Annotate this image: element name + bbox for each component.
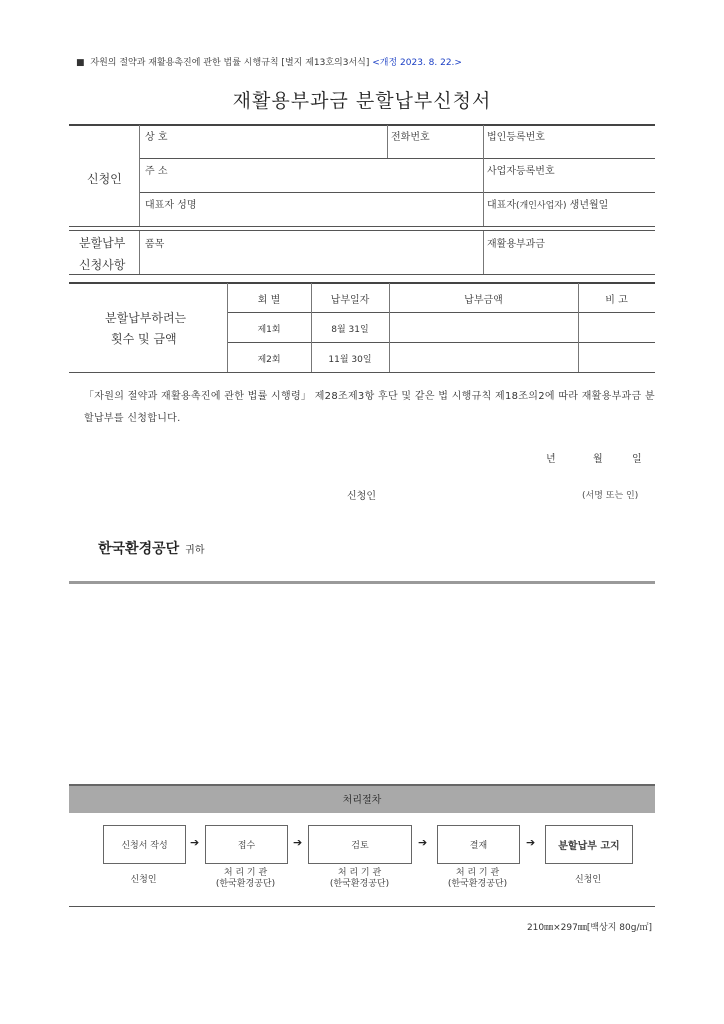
col-divider [139, 125, 140, 226]
row2-date: 11월 30일 [328, 355, 372, 365]
actor-line1: 처 리 기 관 [223, 868, 268, 878]
table-top-border [69, 282, 655, 284]
rep-name-field[interactable]: 대표자 성명 [145, 200, 197, 211]
row2-note-field[interactable] [580, 344, 653, 370]
arrow-right-icon: ➔ [526, 836, 536, 849]
row1-round: 제1회 [257, 325, 281, 335]
address-field[interactable]: 주 소 [145, 166, 168, 177]
col-divider [483, 125, 484, 226]
addressee-name: 한국환경공단 [98, 541, 180, 557]
step-box-apply: 신청서 작성 [103, 825, 186, 864]
col-divider [139, 231, 140, 274]
row-divider [69, 274, 655, 275]
step-box-review: 검토 [308, 825, 412, 864]
procedure-bottom-border [69, 906, 655, 907]
step-box-approve: 결재 [437, 825, 520, 864]
step-actor-apply: 신청인 [130, 875, 157, 885]
installment-label-line1: 분할납부하려는 [105, 311, 187, 325]
row1-note-field[interactable] [580, 314, 653, 340]
row-divider [69, 230, 655, 231]
header-date: 납부일자 [330, 295, 370, 306]
rep-birth-small: (개인사업자) [515, 201, 567, 211]
row-divider [227, 312, 655, 313]
row-divider [69, 226, 655, 227]
step-box-receipt: 접수 [205, 825, 288, 864]
square-bullet-icon: ■ [76, 58, 85, 68]
row1-date: 8월 31일 [331, 325, 369, 335]
paper-spec: 210㎜×297㎜[백상지 80g/㎡] [526, 923, 652, 933]
row-divider [139, 192, 655, 193]
date-year[interactable]: 년 [546, 454, 556, 465]
col-divider [483, 231, 484, 274]
date-month[interactable]: 월 [593, 454, 603, 465]
header-note: 비 고 [605, 295, 628, 306]
corp-reg-field[interactable]: 법인등록번호 [487, 132, 545, 143]
item-field[interactable]: 품목 [145, 239, 165, 250]
row-divider [227, 342, 655, 343]
actor-line1: 처 리 기 관 [455, 868, 500, 878]
statement-text: 「자원의 절약과 재활용촉진에 관한 법률 시행령」 제28조제3항 후단 및 같은 법 시행규칙 제18조의2에 따라 재활용부과금 분할납부를 신청합니다. [84, 391, 655, 424]
arrow-right-icon: ➔ [418, 836, 428, 849]
row-divider [69, 372, 655, 373]
biz-reg-field[interactable]: 사업자등록번호 [487, 166, 555, 177]
arrow-right-icon: ➔ [293, 836, 303, 849]
step-actor-notice: 신청인 [574, 875, 602, 885]
rep-birth-prefix: 대표자 [487, 200, 516, 211]
col-divider [387, 125, 388, 158]
arrow-right-icon: ➔ [190, 836, 200, 849]
phone-field[interactable]: 전화번호 [391, 132, 430, 143]
trade-name-field[interactable]: 상 호 [145, 132, 168, 143]
request-label-line1: 분할납부 [79, 236, 126, 250]
row2-amount-field[interactable] [391, 344, 576, 370]
request-label-line2: 신청사항 [79, 258, 126, 272]
section-divider [69, 581, 655, 584]
row2-round: 제2회 [257, 355, 281, 365]
table-top-border [69, 124, 655, 126]
actor-line2: (한국환경공단) [329, 879, 390, 889]
page-title: 재활용부과금 분할납부신청서 [232, 90, 492, 112]
rep-birth-suffix: 생년월일 [566, 200, 609, 211]
step-actor-approve [422, 868, 533, 890]
rep-birth-field[interactable] [487, 196, 608, 211]
installment-label-line2: 횟수 및 금액 [111, 332, 177, 346]
actor-line2: (한국환경공단) [215, 879, 276, 889]
row-divider [139, 158, 655, 159]
form-reference [76, 55, 462, 68]
actor-line2: (한국환경공단) [447, 879, 508, 889]
procedure-title: 처리절차 [342, 795, 382, 806]
step-actor-review [304, 868, 415, 890]
date-day[interactable]: 일 [632, 454, 642, 465]
actor-line1: 처 리 기 관 [337, 868, 382, 878]
applicant-section-label: 신청인 [87, 172, 122, 186]
header-round: 회 별 [257, 295, 281, 306]
row1-amount-field[interactable] [391, 314, 576, 340]
header-amount: 납부금액 [464, 295, 503, 306]
step-box-notice: 분할납부 고지 [545, 825, 633, 864]
charge-field[interactable]: 재활용부과금 [487, 239, 545, 250]
step-actor-receipt [190, 868, 301, 890]
signature-field[interactable]: (서명 또는 인) [582, 491, 639, 501]
form-reference-text: 자원의 절약과 재활용촉진에 관한 법률 시행규칙 [별지 제13호의3서식] [90, 58, 370, 68]
signature-label: 신청인 [347, 491, 376, 502]
revision-date: <개정 2023. 8. 22.> [372, 58, 462, 68]
addressee [98, 538, 204, 558]
addressee-suffix: 귀하 [185, 545, 205, 556]
